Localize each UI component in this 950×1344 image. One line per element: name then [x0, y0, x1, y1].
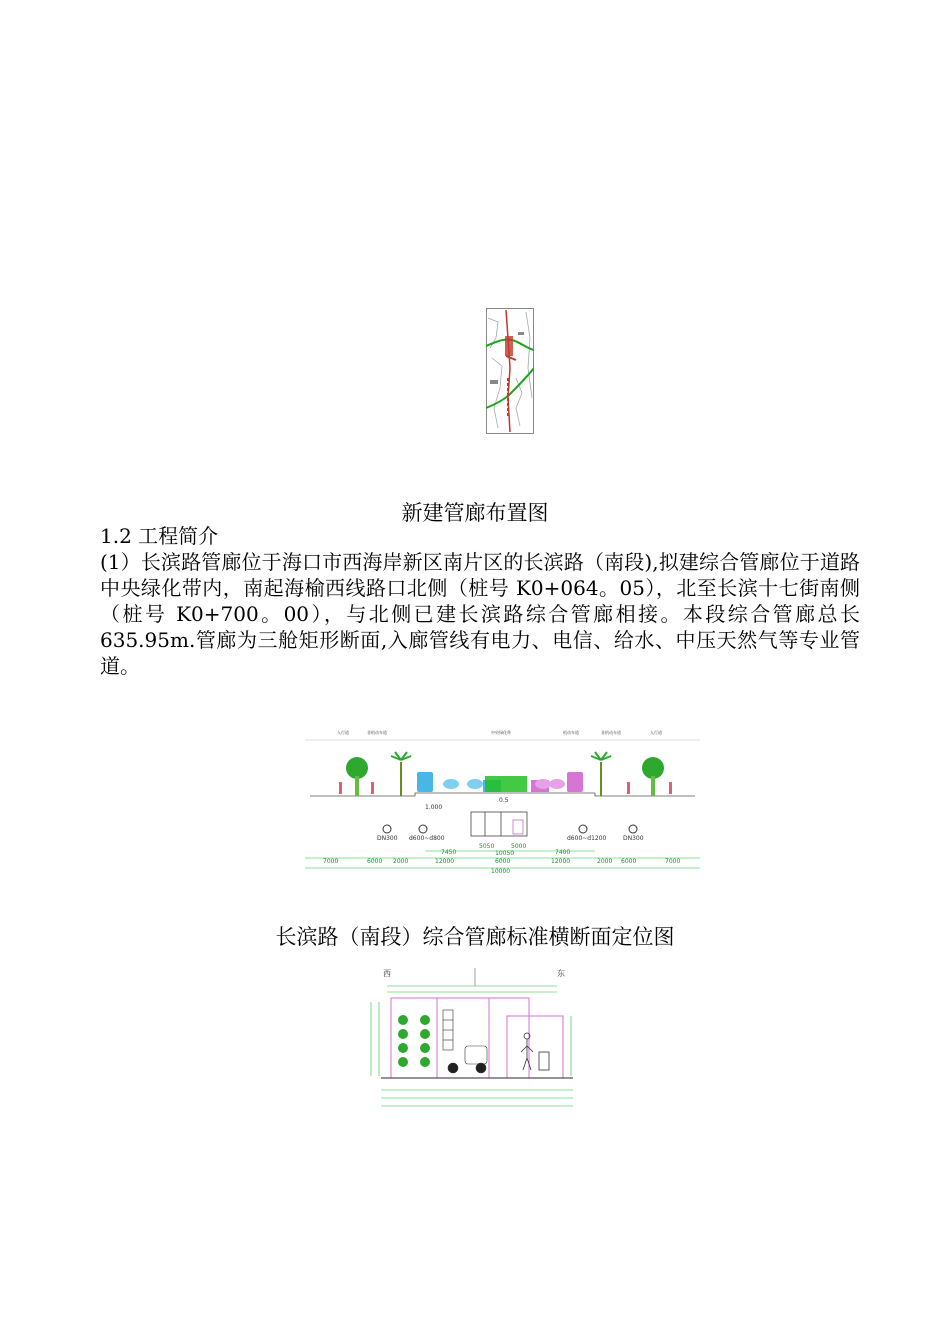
dim-bottom-5: 6000: [495, 858, 511, 865]
dim-bottom-3: 2000: [393, 858, 409, 865]
tree-left: [346, 757, 368, 796]
dim-mid: 10050: [495, 850, 515, 857]
worker-figure: [521, 1033, 549, 1070]
center-label: 0.5: [499, 797, 509, 804]
dim-bottom-7: 2000: [597, 858, 613, 865]
dim-top-1: 7450: [441, 849, 457, 856]
dim-top-2: 5050: [479, 843, 495, 850]
west-label: 西: [383, 969, 391, 978]
figure1-caption: 新建管廊布置图: [401, 501, 549, 525]
figure2-caption: 长滨路（南段）综合管廊标准横断面定位图: [275, 925, 675, 949]
paragraph-text: (1）长滨路管廊位于海口市西海岸新区南片区的长滨路（南段),拟建综合管廊位于道路中央绿化带内，南起海榆西线路口北侧（桩号 K0+064。05），北至长滨十七街南侧（桩号 K0+700。00），与北侧已建长滨路综合管廊相接。本段综合管廊总长 635.95m.管廊为三舱矩形断面,入廊管线有电力、电信、给水、中压天然气等专业管道。: [100, 550, 860, 678]
tunnel-detail-figure: [357, 966, 592, 1118]
cross-section-drawing: [305, 720, 700, 876]
dim-bottom-4: 12000: [435, 858, 455, 865]
palm-left: [391, 752, 411, 796]
pipe-label-3: d600~d1200: [567, 835, 607, 842]
layout-map-drawing: [486, 308, 534, 434]
dim-top-3: 5000: [511, 843, 527, 850]
svg-text:机动车道: 机动车道: [563, 730, 579, 735]
svg-text:非机动车道: 非机动车道: [367, 730, 387, 735]
tunnel-detail-drawing: [357, 966, 592, 1118]
svg-text:人行道: 人行道: [650, 730, 662, 735]
svg-text:非机动车道: 非机动车道: [601, 730, 621, 735]
dim-bottom-2: 6000: [367, 858, 383, 865]
pipe-label-2: d600~d800: [409, 835, 445, 842]
svg-text:中央绿化带: 中央绿化带: [491, 730, 511, 735]
section-paragraph: [100, 549, 860, 679]
dim-top-4: 7400: [555, 849, 571, 856]
section-heading: 1.2 工程简介: [100, 524, 219, 548]
dim-bottom-9: 7000: [665, 858, 681, 865]
dim-bottom-6: 12000: [551, 858, 571, 865]
pipe-symbols: [383, 825, 637, 833]
svg-text:人行道: 人行道: [337, 730, 349, 735]
dim-bottom-8: 6000: [621, 858, 637, 865]
palm-right: [591, 752, 611, 796]
cross-section-figure: [305, 720, 700, 876]
dim-total: 10000: [491, 868, 511, 875]
layout-map-figure: [486, 308, 534, 434]
pipe-label-4: DN300: [623, 835, 644, 842]
pipe-label-1: DN300: [377, 835, 398, 842]
median-greenery: [485, 776, 527, 792]
dim-bottom-1: 7000: [323, 858, 339, 865]
depth-label: 1.000: [425, 804, 443, 811]
utility-tunnel-section: [471, 812, 527, 836]
east-label: 东: [557, 969, 565, 978]
tree-right: [642, 757, 664, 796]
